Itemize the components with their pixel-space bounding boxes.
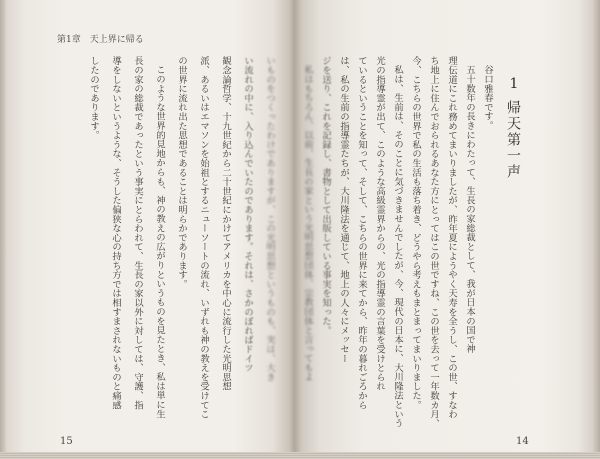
chapter-title: 帰天第一声 <box>505 100 521 180</box>
text-column: は、私の生前の指導霊たちが、大川隆法を通じて、地上の人々にメッセー <box>338 56 349 363</box>
page-stack-edge-bottom <box>0 452 600 459</box>
text-column: ジを送り、これを記録し、書物として出版している事実を知った。 <box>320 56 331 335</box>
text-column: このような世界的見地からも、神の教えの広がりというものを見たとき、私は単に生 <box>154 65 165 419</box>
text-column: 谷口雅春です。 <box>482 65 493 131</box>
text-column: い流れの中に、入り込んでいたのであります。それは、さかのぼればドイツ <box>242 56 253 373</box>
text-column: したのであります。 <box>88 56 99 140</box>
text-column: 私はもちろん、以前、生長の家という光明思想団体、宗教団体と言ってもよ <box>302 65 313 382</box>
chapter-number: 1 <box>509 76 519 92</box>
running-header: 第1章 天上界に帰る <box>57 35 144 45</box>
text-column: 私は、生前は、そのことに気づきませんでしたが、今、現代の日本に、大川隆法という <box>392 65 403 428</box>
text-column: 理伝道にこれ務めてまいりましたが、昨年夏にようやく天寿を全うし、この世、すなわ <box>446 56 457 419</box>
text-column: 長の家の総裁であったという事実にとらわれて、生長の家以外に対しては、守護、指 <box>132 56 143 410</box>
text-column: 今、こちらの世界で私の生活も落ち着き、どうやら考えもまとまってまいりました。 <box>410 56 421 410</box>
page-number-left: 15 <box>60 436 73 447</box>
text-column: いものをつくったわけでありますが、この光明思想というものも、実は、大き <box>264 56 275 382</box>
text-column: 五十数年の長きにわたって、生長の家総裁として、我が日本の国で神 <box>464 65 475 354</box>
text-column: 観念論哲学、十九世紀から二十世紀にかけてアメリカを中心に流行した光明思想 <box>220 56 231 391</box>
page-stack-edge-right <box>592 0 600 459</box>
text-column: 光の指導霊が出て、このような高級霊界からの、光の指導霊の言葉を受けとられ <box>374 56 385 391</box>
text-column: ち地上に住んでおられるあなた方にとってはこの世ですね、この世を去って一年数カ月、 <box>428 56 439 428</box>
text-column: ているということを知って、そして、こちらの世界に来てから、昨年の暮れごろから <box>356 56 367 410</box>
page-number-right: 14 <box>516 436 529 447</box>
text-column: 導をしないというような、そうした偏狭な心の持ち方では相すまされないものと痛感 <box>110 56 121 410</box>
text-column: の世界に流れ出た思想であることは明らかであります。 <box>176 56 187 289</box>
text-column: 派、あるいはエマソンを始祖とするニューソートの流れ、いずれも神の教えを受けてこ <box>198 56 209 419</box>
